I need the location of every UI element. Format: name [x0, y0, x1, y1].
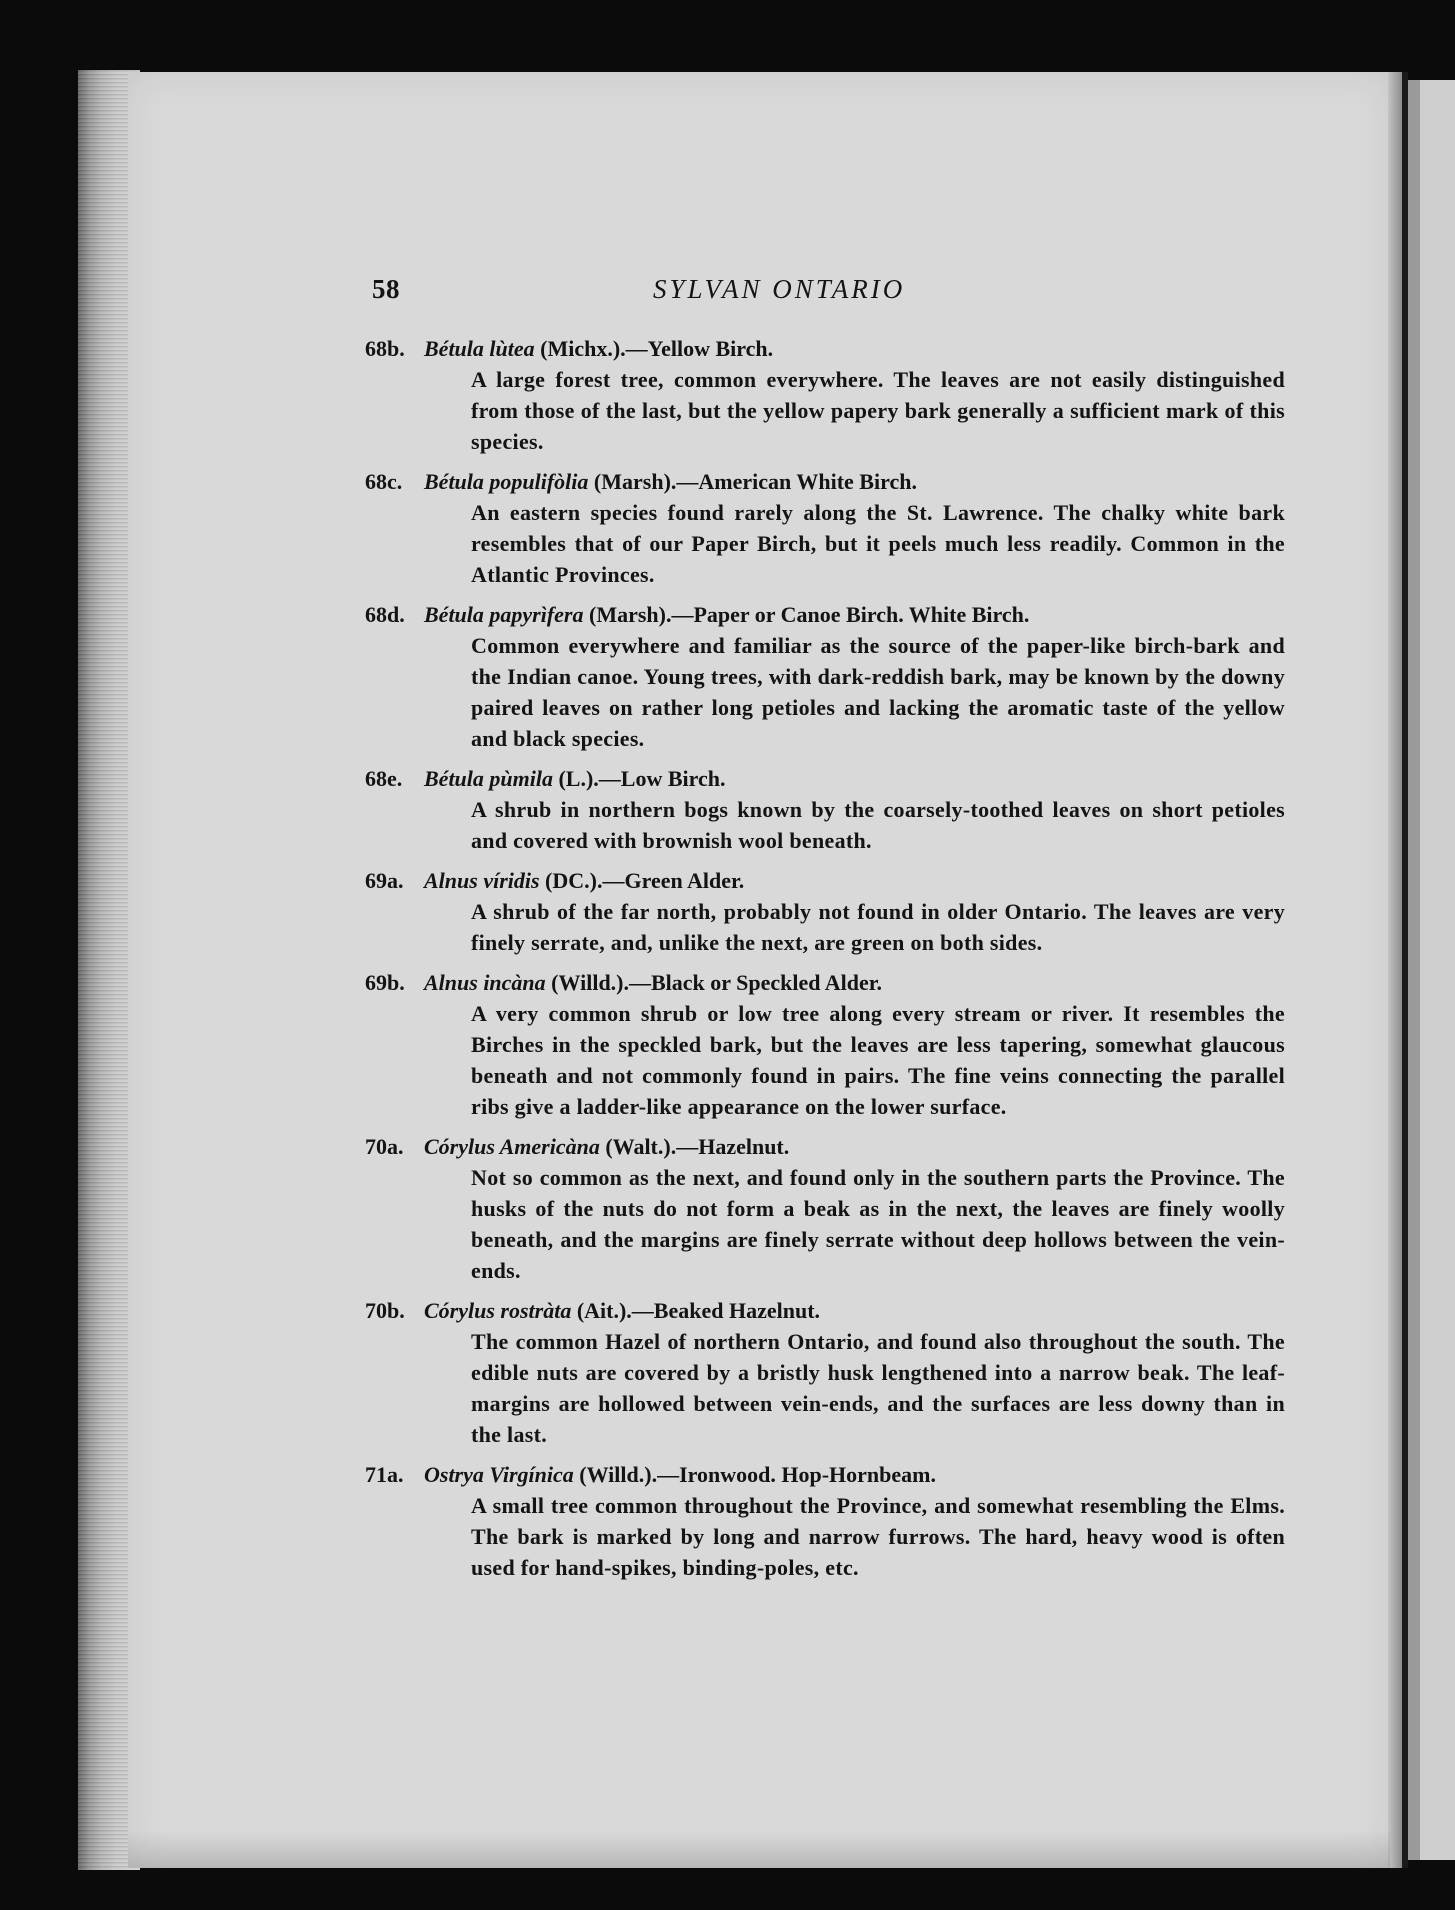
species-entry: [365, 865, 1285, 958]
common-name: (Willd.).—Ironwood. Hop-Hornbeam.: [573, 1462, 936, 1487]
facing-page-edge: [1408, 80, 1420, 1860]
entry-description: A very common shrub or low tree along every stream or river. It resembles the Birches in the speckled bark, but the leaves are less tapering, somewhat glaucous beneath and not commonly found in pairs. The fine veins connecting the parallel ribs give a ladder-like appearance on the lower surface.: [471, 1001, 1285, 1119]
scientific-name: Córylus Americàna: [424, 1134, 600, 1159]
page-number: 58: [372, 274, 400, 304]
entry-description: Common everywhere and familiar as the source of the paper-like birch-bark and the Indian canoe. Young trees, with dark-reddish bark, may be known by the downy paired leaves on rather long petioles and lacking the aromatic taste of the yellow and black species.: [471, 633, 1285, 751]
scientific-name: Bétula papyrìfera: [424, 602, 584, 627]
entry-description: An eastern species found rarely along the St. Lawrence. The chalky white bark resembles that of our Paper Birch, but it peels much less readily. Common in the Atlantic Provinces.: [471, 500, 1285, 587]
entry-number: 68e.: [365, 766, 403, 791]
scientific-name: Alnus incàna: [424, 970, 546, 995]
common-name: (Walt.).—Hazelnut.: [599, 1134, 790, 1159]
right-page-edge: [1388, 72, 1402, 1868]
scientific-name: Bétula pùmila: [424, 766, 553, 791]
species-entry: [365, 763, 1285, 856]
entry-number: 69b.: [365, 970, 405, 995]
entry-description: A small tree common throughout the Province, and somewhat resembling the Elms. The bark is marked by long and narrow furrows. The hard, heavy wood is often used for hand-spikes, binding-poles, etc.: [471, 1493, 1285, 1580]
entry-heading: [365, 599, 1285, 630]
entry-number: 68c.: [365, 469, 403, 494]
entry-description: A shrub in northern bogs known by the coarsely-toothed leaves on short petioles and covered with brownish wool beneath.: [471, 797, 1285, 853]
scientific-name: Bétula lùtea: [424, 336, 535, 361]
species-entry: [365, 599, 1285, 754]
entry-number: 69a.: [365, 868, 404, 893]
species-entry: [365, 1295, 1285, 1450]
scientific-name: Ostrya Virgínica: [424, 1462, 574, 1487]
entry-heading: [365, 333, 1285, 364]
scientific-name: Alnus víridis: [424, 868, 540, 893]
entry-heading: [365, 466, 1285, 497]
common-name: (Michx.).—Yellow Birch.: [534, 336, 774, 361]
entry-number: 68b.: [365, 336, 405, 361]
entry-heading: [365, 967, 1285, 998]
species-entry: [365, 967, 1285, 1122]
entry-number: 70b.: [365, 1298, 405, 1323]
species-entry: [365, 466, 1285, 590]
entry-description: A large forest tree, common everywhere. The leaves are not easily distinguished from those of the last, but the yellow papery bark generally a sufficient mark of this species.: [471, 367, 1285, 454]
entry-heading: [365, 1295, 1285, 1326]
running-head: [372, 274, 1272, 314]
entry-description: The common Hazel of northern Ontario, and found also throughout the south. The edible nuts are covered by a bristly husk lengthened into a narrow beak. The leaf-margins are hollowed between vein-ends, and the surfaces are less downy than in the last.: [471, 1329, 1285, 1447]
species-entries: [365, 333, 1285, 1592]
entry-heading: [365, 1131, 1285, 1162]
scientific-name: Bétula populifòlia: [424, 469, 589, 494]
species-entry: [365, 333, 1285, 457]
scientific-name: Córylus rostràta: [424, 1298, 572, 1323]
entry-number: 70a.: [365, 1134, 404, 1159]
common-name: (Willd.).—Black or Speckled Alder.: [545, 970, 883, 995]
page-bottom-shadow: [128, 1830, 1390, 1868]
common-name: (Marsh).—Paper or Canoe Birch. White Birch.: [583, 602, 1030, 627]
entry-description: Not so common as the next, and found only in the southern parts the Province. The husks of the nuts do not form a beak as in the next, the leaves are finely woolly beneath, and the margins are finely serrate without deep hollows between the vein-ends.: [471, 1165, 1285, 1283]
species-entry: [365, 1131, 1285, 1286]
entry-heading: [365, 1459, 1285, 1490]
species-entry: [365, 1459, 1285, 1583]
entry-description: A shrub of the far north, probably not found in older Ontario. The leaves are very finely serrate, and, unlike the next, are green on both sides.: [471, 899, 1285, 955]
running-title: SYLVAN ONTARIO: [653, 274, 906, 304]
common-name: (Ait.).—Beaked Hazelnut.: [571, 1298, 821, 1323]
common-name: (Marsh).—American White Birch.: [588, 469, 917, 494]
entry-number: 68d.: [365, 602, 405, 627]
entry-heading: [365, 763, 1285, 794]
entry-number: 71a.: [365, 1462, 404, 1487]
common-name: (DC.).—Green Alder.: [539, 868, 745, 893]
entry-heading: [365, 865, 1285, 896]
common-name: (L.).—Low Birch.: [552, 766, 726, 791]
